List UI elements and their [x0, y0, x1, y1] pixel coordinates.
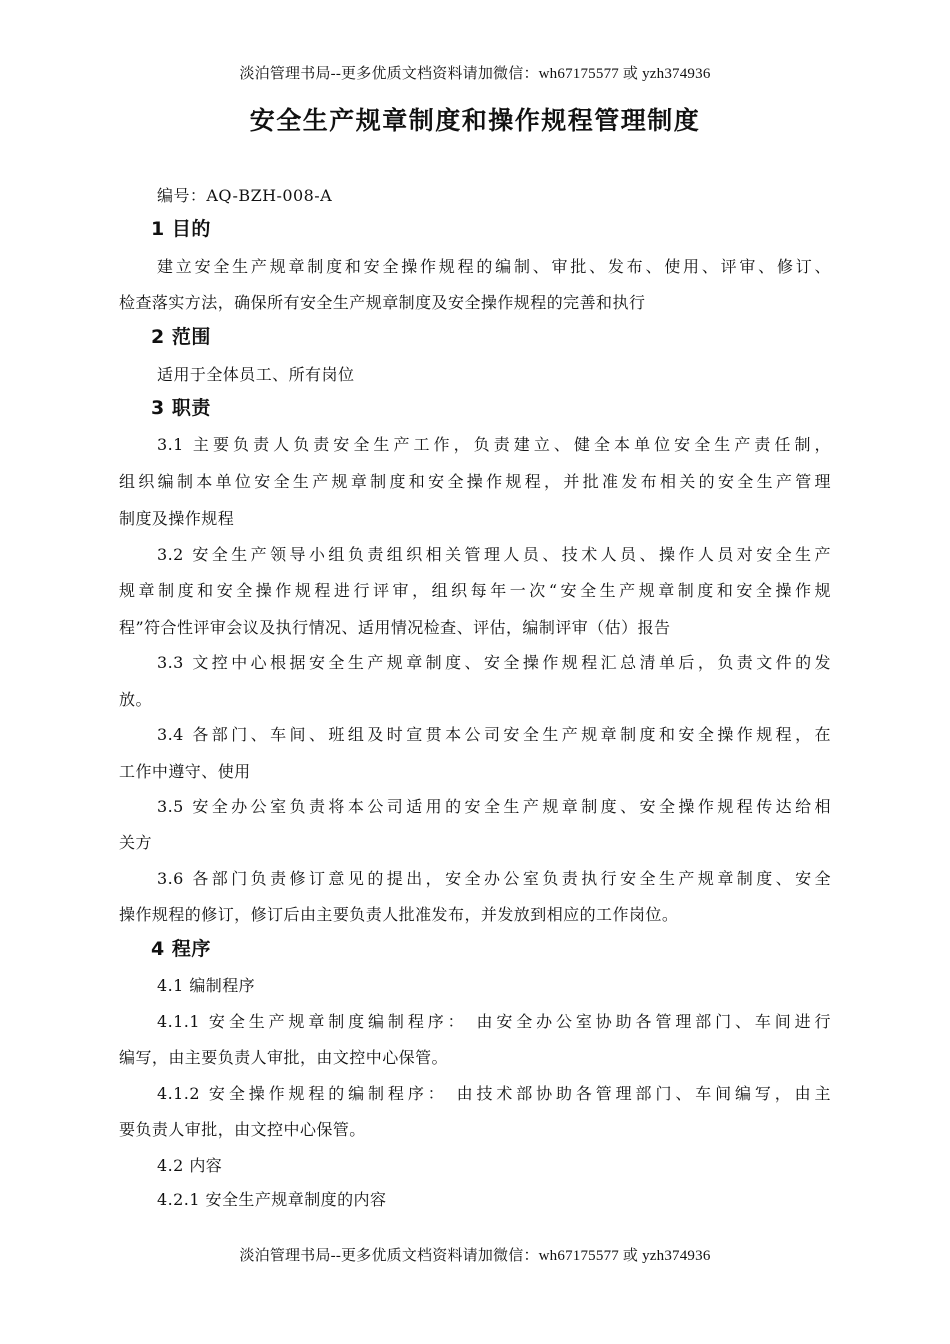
paragraph-line: 4.2.1 安全生产规章制度的内容 [157, 1190, 387, 1209]
document-number: 编号：AQ-BZH-008-A [157, 186, 333, 205]
section-heading-procedure: 4 程序 [151, 938, 211, 960]
page-header-watermark: 淡泊管理书局--更多优质文档资料请加微信：wh67175577 或 yzh374936 [239, 66, 711, 82]
paragraph-line: 4.2 内容 [157, 1156, 223, 1175]
paragraph-line: 3.5 安全办公室负责将本公司适用的安全生产规章制度、安全操作规程传达给相 [157, 797, 831, 816]
paragraph-line: 组织编制本单位安全生产规章制度和安全操作规程，并批准发布相关的安全生产管理 [119, 472, 831, 491]
paragraph-line: 建立安全生产规章制度和安全操作规程的编制、审批、发布、使用、评审、修订、 [157, 257, 831, 276]
paragraph-line: 4.1.2 安全操作规程的编制程序： 由技术部协助各管理部门、车间编写，由主 [157, 1084, 831, 1103]
paragraph-line: 4.1.1 安全生产规章制度编制程序： 由安全办公室协助各管理部门、车间进行 [157, 1012, 831, 1031]
paragraph-line: 关方 [119, 833, 152, 852]
paragraph-line: 放。 [119, 690, 152, 709]
paragraph-line: 3.2 安全生产领导小组负责组织相关管理人员、技术人员、操作人员对安全生产 [157, 545, 831, 564]
paragraph-line: 4.1 编制程序 [157, 976, 256, 995]
document-title: 安全生产规章制度和操作规程管理制度 [249, 106, 701, 135]
paragraph-line: 要负责人审批，由文控中心保管。 [119, 1120, 366, 1139]
paragraph-line: 工作中遵守、使用 [119, 762, 251, 781]
paragraph-line: 3.1 主要负责人负责安全生产工作，负责建立、健全本单位安全生产责任制， [157, 435, 831, 454]
paragraph-line: 制度及操作规程 [119, 509, 235, 528]
page-footer-watermark: 淡泊管理书局--更多优质文档资料请加微信：wh67175577 或 yzh374936 [239, 1248, 711, 1264]
paragraph-line: 3.6 各部门负责修订意见的提出，安全办公室负责执行安全生产规章制度、安全 [157, 869, 831, 888]
paragraph-line: 编写，由主要负责人审批，由文控中心保管。 [119, 1048, 449, 1067]
section-heading-responsibilities: 3 职责 [151, 397, 211, 419]
section-heading-purpose: 1 目的 [151, 218, 211, 240]
paragraph-line: 程”符合性评审会议及执行情况、适用情况检查、评估，编制评审（估）报告 [119, 618, 671, 637]
paragraph-line: 规章制度和安全操作规程进行评审，组织每年一次“安全生产规章制度和安全操作规 [119, 581, 831, 600]
paragraph-line: 3.3 文控中心根据安全生产规章制度、安全操作规程汇总清单后，负责文件的发 [157, 653, 831, 672]
paragraph-line: 操作规程的修订，修订后由主要负责人批准发布，并发放到相应的工作岗位。 [119, 905, 679, 924]
paragraph-line: 3.4 各部门、车间、班组及时宣贯本公司安全生产规章制度和安全操作规程，在 [157, 725, 831, 744]
paragraph-line: 检查落实方法，确保所有安全生产规章制度及安全操作规程的完善和执行 [119, 293, 646, 312]
paragraph-line: 适用于全体员工、所有岗位 [157, 365, 355, 384]
section-heading-scope: 2 范围 [151, 326, 211, 348]
